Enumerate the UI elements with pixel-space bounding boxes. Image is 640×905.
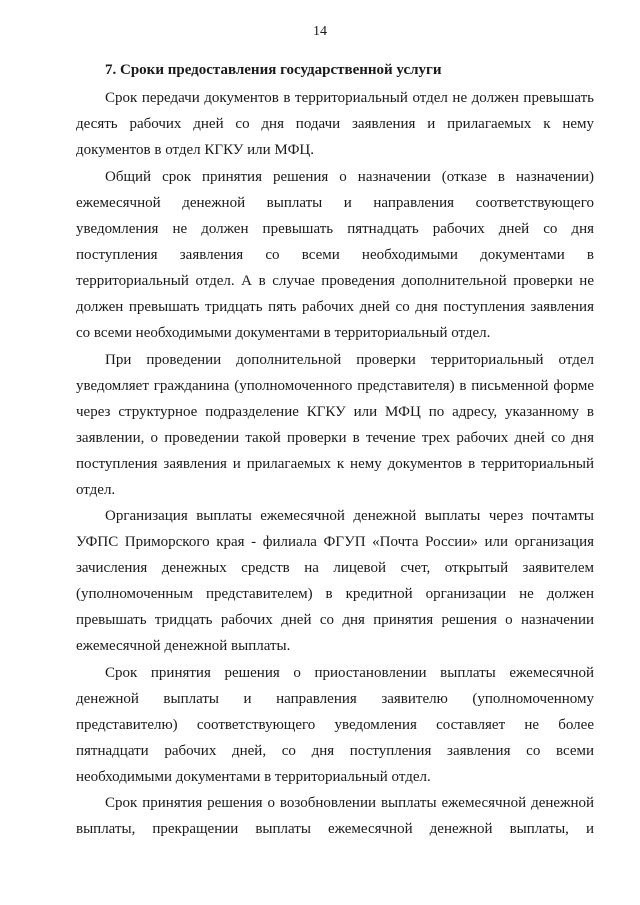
paragraph-line: Срок передачи документов в территориальный отдел не должен превышать [105,90,594,106]
paragraph-line: Срок принятия решения о возобновлении выплаты ежемесячной денежной [105,795,594,811]
paragraph-line: документов в отдел КГКУ или МФЦ. [76,142,315,158]
paragraph-line: выплаты, прекращении выплаты ежемесячной денежной выплаты, и [76,821,594,837]
paragraph-line: необходимыми документами в территориальный отдел. [76,769,431,785]
section-heading: 7. Сроки предоставления государственной услуги [105,62,442,78]
paragraph-line: (уполномоченным представителем) в кредитной организации не должен [76,586,594,602]
paragraph-line: со всеми необходимыми документами в территориальный отдел. [76,325,491,341]
paragraph-line: представителю) соответствующего уведомления составляет не более [76,717,594,733]
paragraph-line: поступления заявления и прилагаемых к нему документов в территориальный [76,456,594,472]
paragraph-line: уведомляет гражданина (уполномоченного представителя) в письменной форме [76,378,594,394]
paragraph-line: отдел. [76,482,116,498]
paragraph-line: ежемесячной денежной выплаты и направления соответствующего [76,195,594,211]
paragraph-line: пятнадцати рабочих дней, со дня поступления заявления со всеми [76,743,594,759]
paragraph-line: поступления заявления со всеми необходимыми документами в [76,247,594,263]
paragraph-line: При проведении дополнительной проверки территориальный отдел [105,352,594,368]
page-number: 14 [313,24,327,39]
paragraph-line: уведомления не должен превышать пятнадцать рабочих дней со дня [76,221,594,237]
paragraph-line: Общий срок принятия решения о назначении (отказе в назначении) [105,169,594,185]
paragraph-line: должен превышать тридцать пять рабочих дней со дня поступления заявления [76,299,594,315]
paragraph-line: Срок принятия решения о приостановлении выплаты ежемесячной [105,665,594,681]
paragraph-line: десять рабочих дней со дня подачи заявления и прилагаемых к нему [76,116,594,132]
paragraph-line: заявлении, о проведении такой проверки в течение трех рабочих дней со дня [76,430,594,446]
paragraph-line: через структурное подразделение КГКУ или МФЦ по адресу, указанному в [76,404,594,420]
paragraph-line: зачисления денежных средств на лицевой счет, открытый заявителем [76,560,594,576]
paragraph-line: денежной выплаты и направления заявителю (уполномоченному [76,691,594,707]
paragraph-line: превышать тридцать рабочих дней со дня принятия решения о назначении [76,612,594,628]
paragraph-line: ежемесячной денежной выплаты. [76,638,291,654]
paragraph-line: УФПС Приморского края - филиала ФГУП «Почта России» или организация [76,534,594,550]
paragraph-line: территориальный отдел. А в случае проведения дополнительной проверки не [76,273,594,289]
paragraph-line: Организация выплаты ежемесячной денежной выплаты через почтамты [105,508,594,524]
